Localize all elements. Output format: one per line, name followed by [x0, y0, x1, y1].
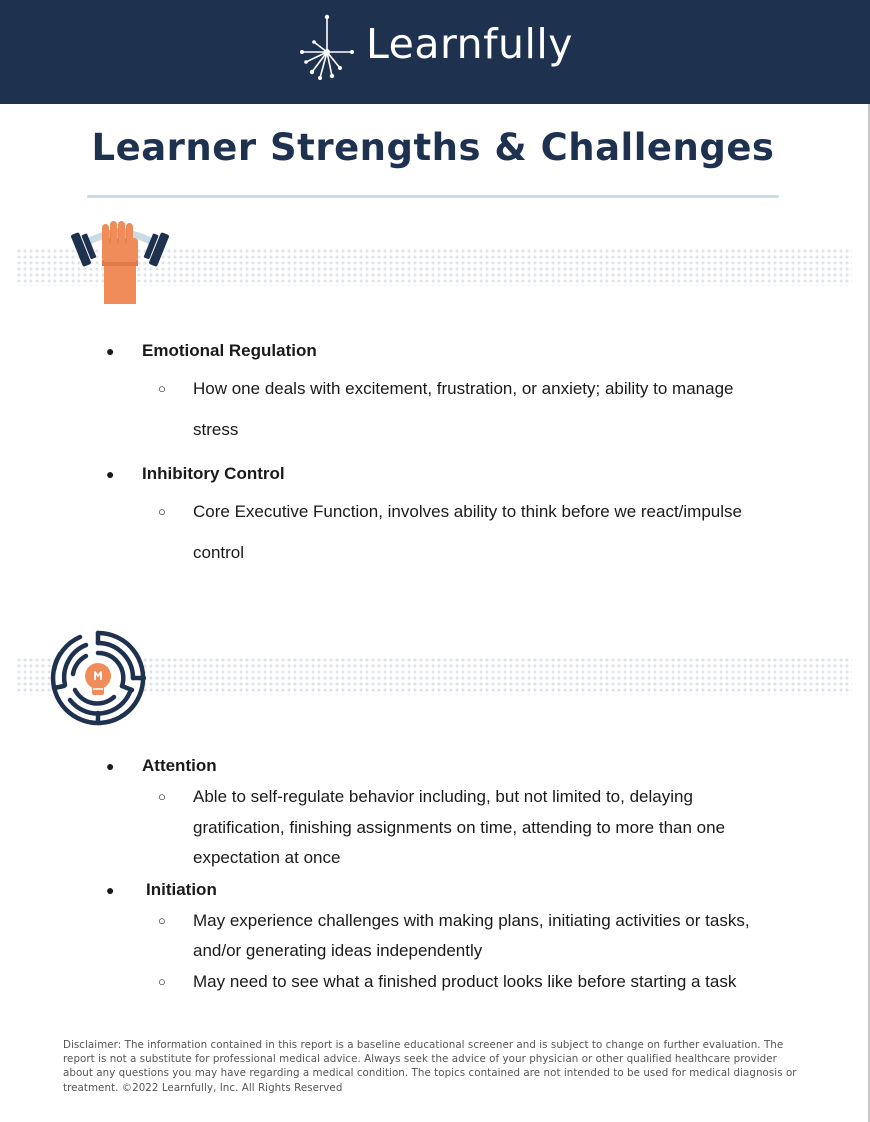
- weightlifting-hand-icon: [68, 220, 172, 304]
- list-item: [0, 750, 866, 874]
- bullet-circle: ○: [158, 973, 166, 989]
- sub-list-item: [0, 782, 866, 874]
- section-executive-function: [0, 750, 866, 997]
- item-label-emotional-regulation: Emotional Regulation: [142, 341, 317, 360]
- bullet-dot: ●: [106, 466, 115, 482]
- disclaimer-text: Disclaimer: The information contained in this report is a baseline educational screener and is subject to change on further evaluation. The report is not a substitute for professional medical advice. Always seek the advice of your physician or other qualified healthcare provider about any questions you may have regarding a medical condition. The topics contained are not intended to be used for medical diagnosis or treatment. ©2022 Learnfully, Inc. All Rights Reserved: [63, 1039, 797, 1094]
- item-description: May need to see what a finished product looks like before starting a task: [193, 971, 737, 991]
- list-item: [0, 334, 866, 450]
- bullet-dot: ●: [106, 343, 115, 359]
- sub-list-item: [0, 491, 866, 573]
- item-label-inhibitory-control: Inhibitory Control: [142, 464, 285, 483]
- sub-list-item: [0, 906, 866, 967]
- maze-lightbulb-icon: [50, 630, 146, 726]
- sub-list-item: [0, 967, 866, 998]
- bullet-circle: ○: [158, 381, 166, 396]
- constellation-logo-icon: [296, 12, 358, 84]
- bullet-circle: ○: [158, 789, 166, 804]
- bullet-dot: ●: [106, 881, 115, 898]
- item-label-initiation: Initiation: [146, 879, 217, 899]
- sub-list-item: [0, 368, 866, 450]
- item-description: How one deals with excitement, frustration, or anxiety; ability to manage stress: [193, 379, 734, 439]
- list-item: [0, 457, 866, 573]
- page-title: Learner Strengths & Challenges: [91, 126, 775, 169]
- section-self-regulation: [0, 334, 866, 580]
- bullet-circle: ○: [158, 504, 166, 519]
- bullet-dot: ●: [106, 758, 115, 774]
- item-description: May experience challenges with making plans, initiating activities or tasks, and/or generating ideas independently: [193, 910, 750, 960]
- brand-logo: [296, 12, 576, 84]
- item-description: Core Executive Function, involves ability to think before we react/impulse control: [193, 502, 742, 562]
- brand-name: Learnfully: [366, 20, 574, 68]
- title-underline: [87, 195, 779, 198]
- header-banner: [0, 0, 870, 104]
- item-label-attention: Attention: [142, 756, 217, 775]
- bullet-circle: ○: [158, 912, 166, 928]
- list-item: [0, 874, 866, 998]
- item-description: Able to self-regulate behavior including, but not limited to, delaying gratification, finishing assignments on time, attending to more than one expectation at once: [193, 787, 726, 867]
